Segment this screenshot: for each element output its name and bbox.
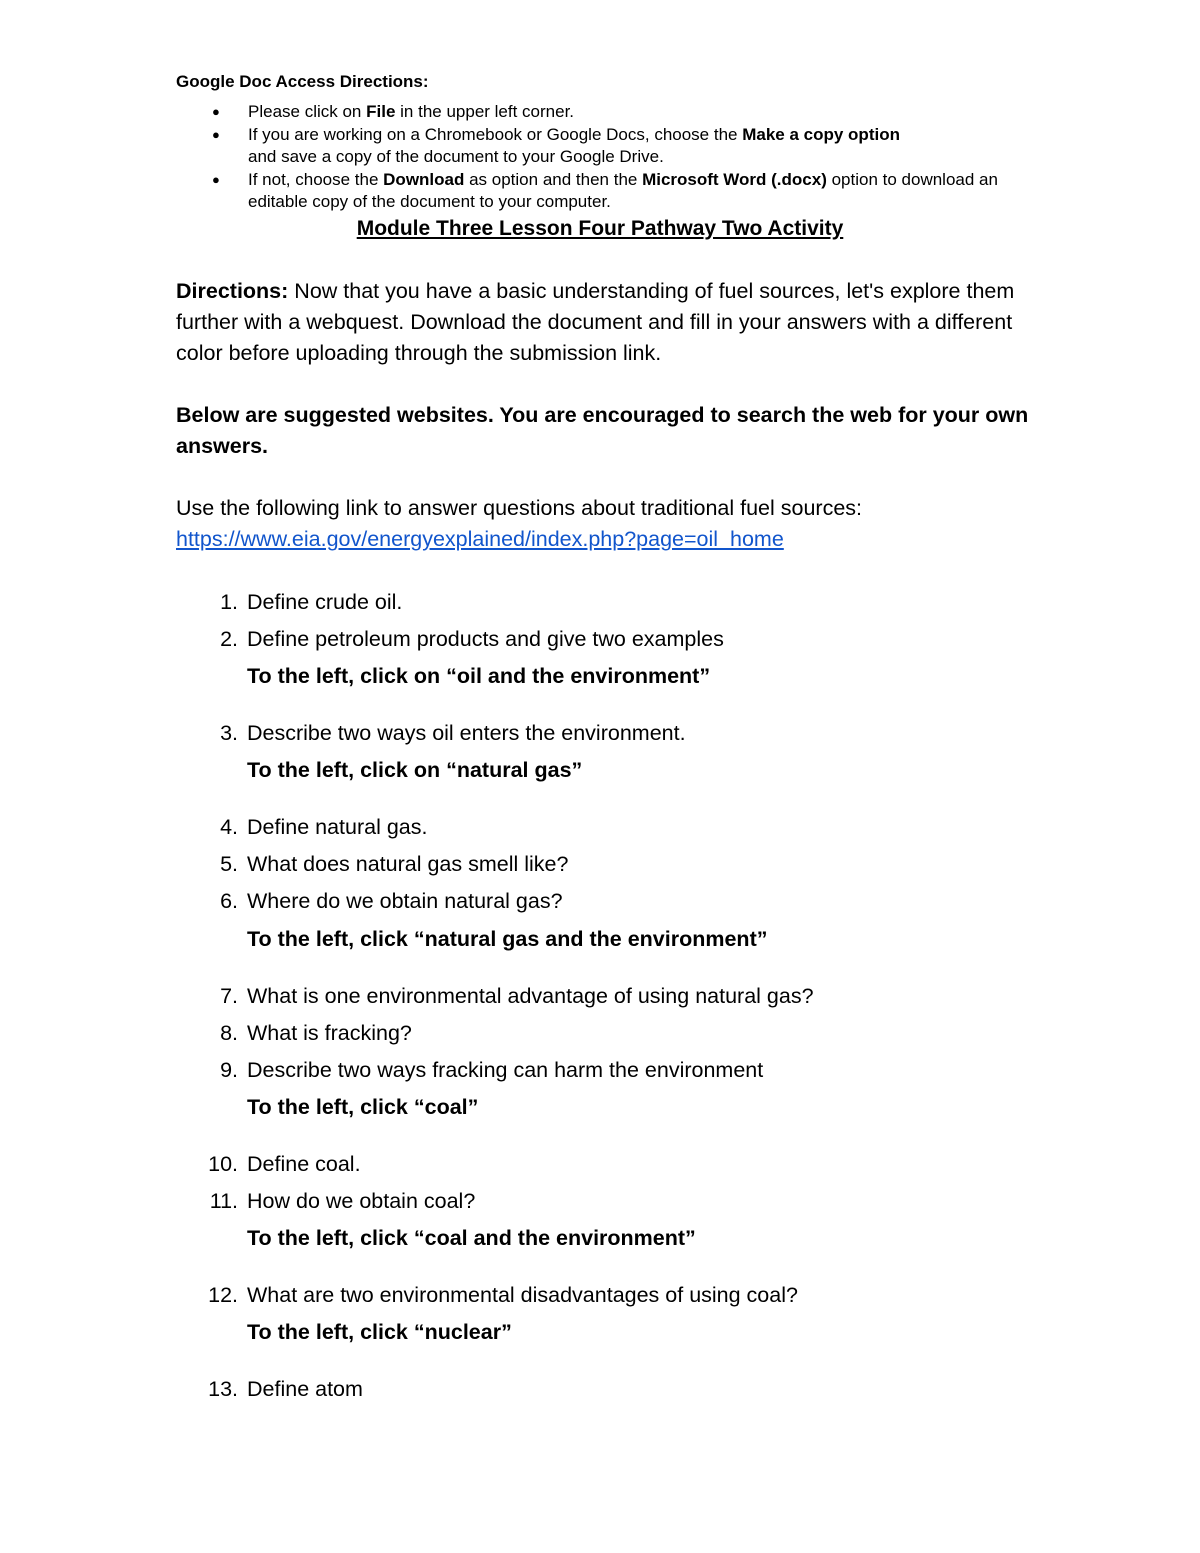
instruction-coal: To the left, click “coal” [247,1095,479,1119]
question-text: How do we obtain coal? [247,1189,476,1213]
suggested-websites-note: Below are suggested websites. You are encouraged to search the web for your own answers. [176,403,1029,458]
question-number: 9. [220,1058,238,1082]
instruction-oil-environment: To the left, click on “oil and the environment” [247,664,711,688]
question-number: 3. [220,721,238,745]
bullet-text: If you are working on a Chromebook or Google Docs, choose the [248,124,743,144]
bullet-text: in the upper left corner. [395,102,575,121]
directions-paragraph [176,276,1036,369]
bullet-icon: ● [212,104,220,119]
directions-label: Directions: [176,279,289,303]
access-directions-heading: Google Doc Access Directions: [176,72,429,91]
bullet-bold-text: Make a copy option [742,124,900,144]
question-number: 1. [220,590,238,614]
question-text: Describe two ways fracking can harm the environment [247,1058,764,1082]
bullet-bold-text: File [366,102,396,121]
question-number: 2. [220,627,238,651]
question-number: 6. [220,889,238,913]
resource-link-intro: Use the following link to answer questions about traditional fuel sources: [176,496,862,520]
question-number: 7. [220,984,238,1008]
bullet-bold-text: Microsoft Word (.docx) [642,169,827,189]
question-text: What does natural gas smell like? [247,852,569,876]
bullet-icon: ● [212,171,220,187]
access-directions-list [176,101,1036,214]
bullet-icon: ● [212,126,220,142]
question-number: 10. [208,1152,238,1176]
list-item [176,124,1036,169]
question-text: Define petroleum products and give two examples [247,627,724,651]
question-number: 11. [209,1189,238,1213]
bullet-text: option to download an editable copy of the document to your computer. [248,169,998,211]
question-number: 8. [220,1021,238,1045]
eia-oil-link[interactable]: https://www.eia.gov/energyexplained/index.php?page=oil_home [176,527,784,551]
list-item [176,101,1036,124]
question-number: 4. [220,815,238,839]
question-text: Define coal. [247,1152,361,1176]
question-text: What is fracking? [247,1021,412,1045]
bullet-text: Please click on [248,102,367,121]
directions-text: Now that you have a basic understanding of fuel sources, let's explore them further with a webquest. Download the document and fill in your answers with a different color before uploading through the submission link. [176,279,1015,365]
question-text: Define natural gas. [247,815,428,839]
bullet-text: If not, choose the [248,169,384,189]
question-number: 13. [208,1377,238,1401]
list-item [176,169,1036,214]
question-text: Define atom [247,1377,363,1401]
bullet-text: as option and then the [464,169,643,189]
instruction-nuclear: To the left, click “nuclear” [247,1320,512,1344]
question-text: What is one environmental advantage of using natural gas? [247,984,814,1008]
instruction-coal-environment: To the left, click “coal and the environment” [247,1226,696,1250]
instruction-natural-gas: To the left, click on “natural gas” [247,758,583,782]
question-text: Where do we obtain natural gas? [247,889,563,913]
question-text: What are two environmental disadvantages of using coal? [247,1283,798,1307]
resource-link-paragraph [176,493,1036,555]
instruction-natural-gas-environment: To the left, click “natural gas and the environment” [247,927,768,951]
question-text: Define crude oil. [247,590,403,614]
bullet-text: and save a copy of the document to your Google Drive. [248,147,664,166]
question-number: 5. [220,852,238,876]
question-text: Describe two ways oil enters the environment. [247,721,686,745]
question-number: 12. [208,1283,238,1307]
page-title: Module Three Lesson Four Pathway Two Activity [356,217,844,240]
bullet-bold-text: Download [383,169,465,189]
